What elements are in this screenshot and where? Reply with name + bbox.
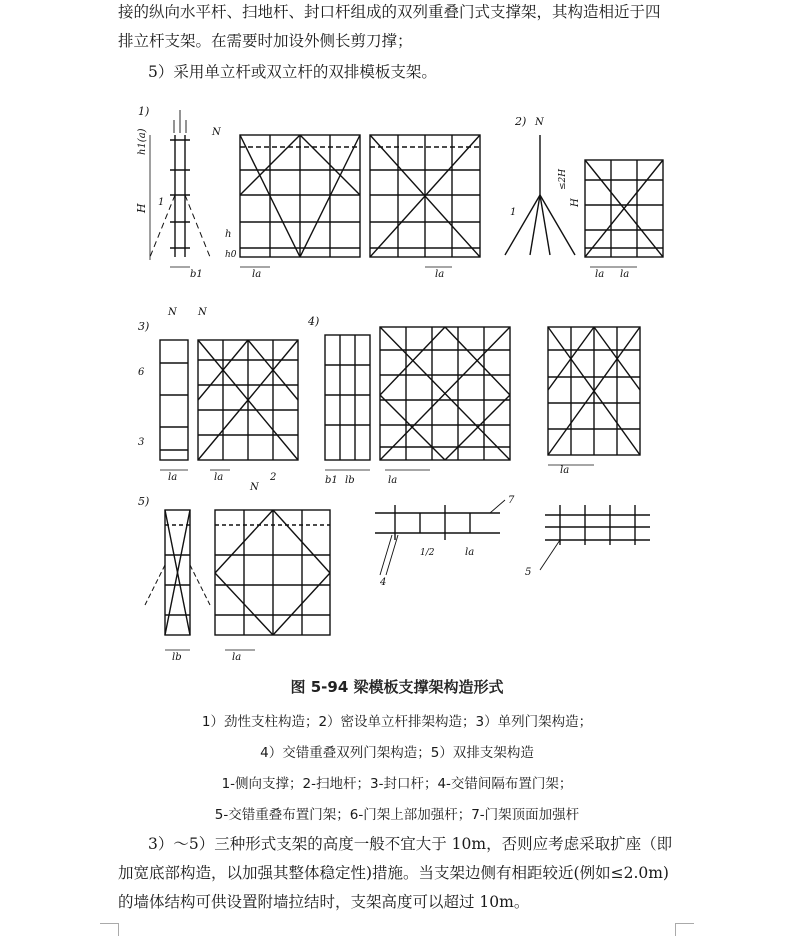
page-corner-mark-left (100, 923, 119, 936)
dim-la-b: la (435, 269, 445, 280)
caption-line-3: 1-侧向支撑；2-扫地杆；3-封口杆；4-交错间隔布置门架； (221, 776, 573, 792)
closing-line-2: 加宽底部构造，以加强其整体稳定性)措施。当支架边侧有相距较近(例如≤2.0m) (118, 864, 669, 882)
load-N-3b: N (198, 307, 207, 318)
dim-la-2a: la (595, 269, 605, 280)
callout-4: 4 (380, 577, 387, 588)
callout-1-panel2: 1 (510, 207, 517, 218)
panel-1 (135, 105, 210, 280)
dim-la-4: la (388, 475, 398, 486)
page-corner-mark-right (675, 923, 694, 936)
load-N-2: N (535, 117, 544, 128)
closing-paragraph (118, 830, 678, 917)
panel-3 (138, 307, 298, 483)
panel-label-3: 3) (138, 320, 150, 333)
closing-line-1: 3）～5）三种形式支架的高度一般不宜大于 10m，否则应考虑采取扩座（即 (148, 835, 673, 853)
panel-label-5: 5) (138, 495, 150, 508)
dim-lb-5: lb (172, 652, 182, 663)
intro-line-1: 接的纵向水平杆、扫地杆、封口杆组成的双列重叠门式支撑架，其构造相近于四 (118, 3, 661, 21)
callout-5: 5 (525, 567, 532, 578)
load-N-3: N (168, 307, 177, 318)
caption-line-2: 4）交错重叠双列门架构造；5）双排支架构造 (260, 745, 534, 761)
load-N-a: N (212, 127, 221, 138)
dim-la-4r: la (560, 465, 570, 476)
dim-H: H (135, 203, 148, 213)
panel-4 (307, 315, 510, 486)
panel-5 (138, 482, 330, 663)
callout-1: 1 (158, 197, 165, 208)
plan-view-right (525, 505, 650, 578)
dim-one-half: 1/2 (420, 548, 435, 558)
panel-1-frame-b (370, 135, 480, 280)
panel-label-2: 2) (515, 115, 527, 128)
panel-2 (505, 115, 663, 280)
list-item-5: 5）采用单立杆或双立杆的双排模板支架。 (148, 63, 437, 81)
dim-leH: ≤2H (558, 168, 568, 190)
figure-5-94 (130, 95, 670, 665)
callout-3: 3 (138, 437, 145, 448)
dim-h1a: h1(a) (137, 128, 148, 155)
dim-h0: h0 (225, 250, 237, 260)
intro-line-2: 排立杆支架。在需要时加设外侧长剪刀撑； (118, 32, 413, 50)
intro-paragraph (118, 0, 678, 56)
dim-b1-4: b1 (325, 475, 338, 486)
dim-la-3a: la (168, 472, 178, 483)
closing-line-3: 的墙体结构可供设置附墙拉结时，支架高度可以超过 10m。 (118, 893, 530, 911)
caption-line-4: 5-交错重叠布置门架；6-门架上部加强杆；7-门架顶面加强杆 (214, 807, 580, 823)
dim-la-2b: la (620, 269, 630, 280)
dim-lb-4: lb (345, 475, 355, 486)
dim-la-a: la (252, 269, 262, 280)
scaffold-drawing (130, 95, 670, 665)
dim-la-5: la (232, 652, 242, 663)
callout-6: 6 (138, 367, 145, 378)
dim-H-2: H (570, 198, 581, 207)
dim-la-plan: la (465, 547, 475, 558)
dim-h: h (225, 229, 232, 240)
caption-line-1: 1）劲性支柱构造；2）密设单立杆排架构造；3）单列门架构造； (201, 714, 593, 730)
panel-label-4: 4) (308, 315, 320, 328)
callout-2: 2 (270, 472, 277, 483)
callout-7: 7 (508, 495, 515, 506)
dim-la-3b: la (214, 472, 224, 483)
panel-1-frame-a (211, 127, 360, 280)
load-N-5: N (250, 482, 259, 493)
panel-4-right (548, 327, 640, 476)
plan-view-left (375, 495, 515, 588)
panel-label-1: 1) (138, 105, 150, 118)
figure-title: 图 5-94 梁模板支撑架构造形式 (290, 678, 504, 696)
dim-b1: b1 (190, 269, 203, 280)
